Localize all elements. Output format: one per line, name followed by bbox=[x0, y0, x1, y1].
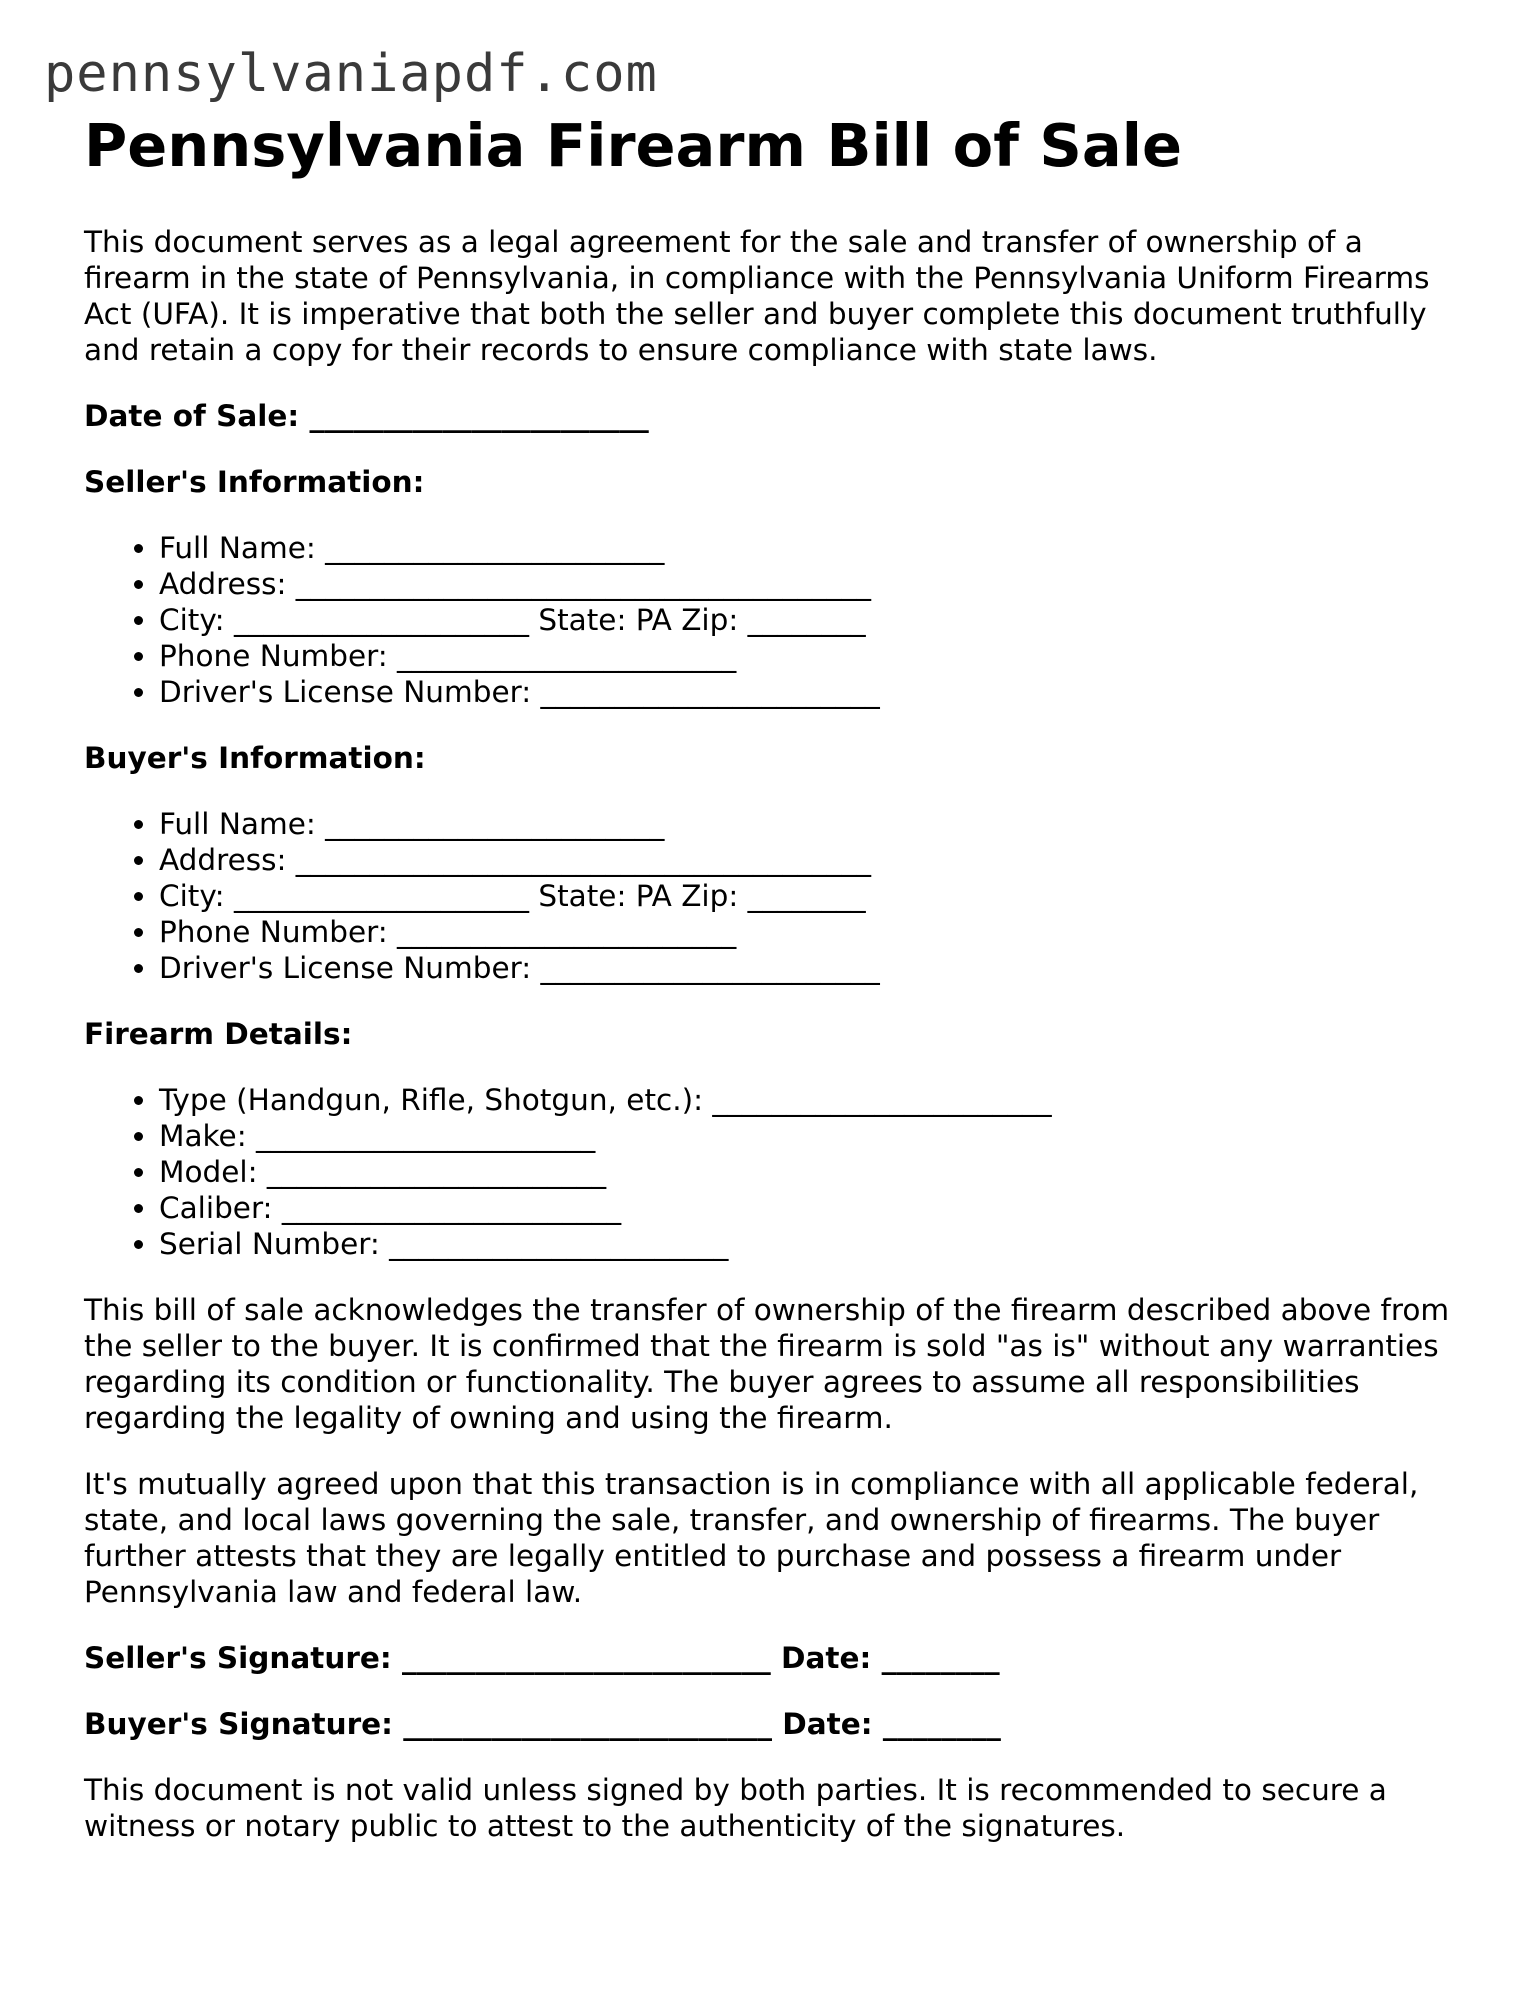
buyer-phone-field: • Phone Number: _______________________ bbox=[159, 914, 1464, 950]
seller-phone-field: • Phone Number: _______________________ bbox=[159, 638, 1464, 674]
firearm-caliber-field: • Caliber: _______________________ bbox=[159, 1190, 1464, 1226]
document-page bbox=[84, 110, 1464, 1844]
compliance-paragraph: It's mutually agreed upon that this transaction is in compliance with all applicable federal, state, and local laws governing the sale, transfer, and ownership of firearms. The buyer further attests that they are legally entitled to purchase and possess a firearm under Pennsylvania law and federal law. bbox=[84, 1467, 1419, 1609]
buyer-info-heading: Buyer's Information: bbox=[84, 741, 426, 775]
buyer-info-list bbox=[84, 806, 1464, 986]
date-of-sale-field: Date of Sale: _______________________ bbox=[84, 399, 649, 433]
firearm-make-field: • Make: _______________________ bbox=[159, 1118, 1464, 1154]
seller-info-heading: Seller's Information: bbox=[84, 465, 425, 499]
seller-city-state-zip-field: • City: ____________________ State: PA Zip: ________ bbox=[159, 602, 1464, 638]
closing-paragraph: This document is not valid unless signed by both parties. It is recommended to secure a witness or notary public to attest to the authenticity of the signatures. bbox=[84, 1773, 1387, 1843]
buyer-license-field: • Driver's License Number: _______________________ bbox=[159, 950, 1464, 986]
firearm-details-heading: Firearm Details: bbox=[84, 1017, 353, 1051]
buyer-city-state-zip-field: • City: ____________________ State: PA Zip: ________ bbox=[159, 878, 1464, 914]
buyer-full-name-field: • Full Name: _______________________ bbox=[159, 806, 1464, 842]
seller-address-field: • Address: _______________________________________ bbox=[159, 566, 1464, 602]
intro-paragraph: This document serves as a legal agreement for the sale and transfer of ownership of a firearm in the state of Pennsylvania, in compliance with the Pennsylvania Uniform Firearms Act (UFA). It is imperative that both the seller and buyer complete this document truthfully and retain a copy for their records to ensure compliance with state laws. bbox=[84, 225, 1430, 367]
document-title: Pennsylvania Firearm Bill of Sale bbox=[84, 111, 1182, 180]
seller-signature-line: Seller's Signature: _________________________ Date: ________ bbox=[84, 1641, 1000, 1675]
seller-full-name-field: • Full Name: _______________________ bbox=[159, 530, 1464, 566]
firearm-details-list bbox=[84, 1082, 1464, 1262]
seller-info-list bbox=[84, 530, 1464, 710]
firearm-type-field: • Type (Handgun, Rifle, Shotgun, etc.): _______________________ bbox=[159, 1082, 1464, 1118]
buyer-signature-line: Buyer's Signature: _________________________ Date: ________ bbox=[84, 1707, 1001, 1741]
buyer-address-field: • Address: _______________________________________ bbox=[159, 842, 1464, 878]
firearm-model-field: • Model: _______________________ bbox=[159, 1154, 1464, 1190]
watermark: pennsylvaniapdf.com bbox=[44, 44, 658, 104]
transfer-paragraph: This bill of sale acknowledges the transfer of ownership of the firearm described above from the seller to the buyer. It is confirmed that the firearm is sold "as is" without any warranties regarding its condition or functionality. The buyer agrees to assume all responsibilities regarding the legality of owning and using the firearm. bbox=[84, 1293, 1450, 1435]
seller-license-field: • Driver's License Number: _______________________ bbox=[159, 674, 1464, 710]
firearm-serial-field: • Serial Number: _______________________ bbox=[159, 1226, 1464, 1262]
